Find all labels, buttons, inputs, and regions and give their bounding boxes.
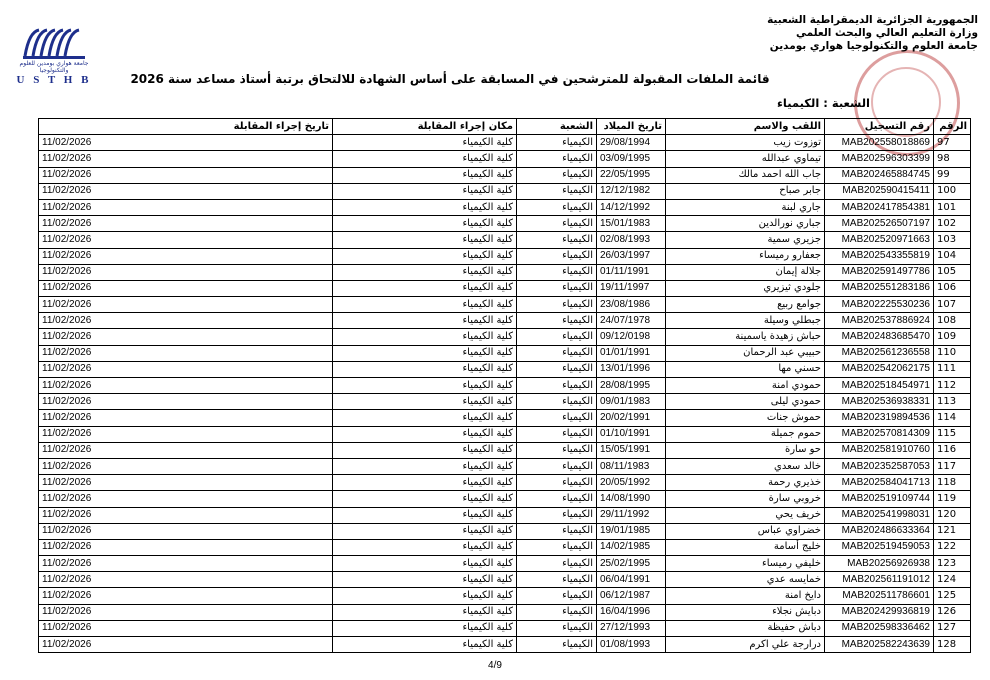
row-number: 115 — [934, 426, 971, 442]
interview-date: 11/02/2026 — [39, 135, 333, 151]
registration-number: MAB202558018869 — [825, 135, 934, 151]
birth-date: 09/12/0198 — [597, 329, 666, 345]
interview-date: 11/02/2026 — [39, 264, 333, 280]
branch: الكيمياء — [517, 556, 597, 572]
interview-date: 11/02/2026 — [39, 280, 333, 296]
birth-date: 12/12/1982 — [597, 183, 666, 199]
interview-place: كلية الكيمياء — [333, 151, 517, 167]
table-row — [39, 394, 971, 410]
interview-date: 11/02/2026 — [39, 507, 333, 523]
interview-place: كلية الكيمياء — [333, 556, 517, 572]
registration-number: MAB202570814309 — [825, 426, 934, 442]
birth-date: 19/11/1997 — [597, 280, 666, 296]
logo-arabic-text: جامعة هواري بومدين للعلوم والتكنولوجيا — [19, 60, 89, 74]
interview-place: كلية الكيمياء — [333, 507, 517, 523]
table-row — [39, 297, 971, 313]
branch: الكيمياء — [517, 539, 597, 555]
branch: الكيمياء — [517, 135, 597, 151]
registration-number: MAB202551283186 — [825, 280, 934, 296]
interview-place: كلية الكيمياء — [333, 280, 517, 296]
birth-date: 13/01/1996 — [597, 361, 666, 377]
branch: الكيمياء — [517, 637, 597, 653]
registration-number: MAB202537886924 — [825, 313, 934, 329]
birth-date: 14/12/1992 — [597, 199, 666, 215]
row-number: 105 — [934, 264, 971, 280]
interview-date: 11/02/2026 — [39, 588, 333, 604]
interview-date: 11/02/2026 — [39, 442, 333, 458]
interview-place: كلية الكيمياء — [333, 572, 517, 588]
row-number: 124 — [934, 572, 971, 588]
row-number: 97 — [934, 135, 971, 151]
row-number: 102 — [934, 216, 971, 232]
branch: الكيمياء — [517, 345, 597, 361]
birth-date: 27/12/1993 — [597, 620, 666, 636]
table-row — [39, 556, 971, 572]
interview-date: 11/02/2026 — [39, 151, 333, 167]
candidate-name: توزوت زيب — [666, 135, 825, 151]
table-row — [39, 539, 971, 555]
candidate-name: خمايسه عدي — [666, 572, 825, 588]
interview-place: كلية الكيمياء — [333, 378, 517, 394]
table-row — [39, 588, 971, 604]
registration-number: MAB202225530236 — [825, 297, 934, 313]
candidate-name: جاري لبنة — [666, 199, 825, 215]
document-title: قائمة الملفات المقبولة للمترشحين في المسابقة على أساس الشهادة للالتحاق برتبة أستاذ مساعد سنة 2026 — [130, 72, 770, 86]
header-birthdate: تاريخ الميلاد — [597, 119, 666, 135]
branch: الكيمياء — [517, 361, 597, 377]
candidate-name: حباش زهيدة ياسمينة — [666, 329, 825, 345]
republic-line: الجمهورية الجزائرية الديمقراطية الشعبية — [767, 14, 978, 26]
candidate-name: جزيري سمية — [666, 232, 825, 248]
row-number: 99 — [934, 167, 971, 183]
candidate-name: جعفارو رميساء — [666, 248, 825, 264]
birth-date: 14/02/1985 — [597, 539, 666, 555]
table-row — [39, 232, 971, 248]
interview-date: 11/02/2026 — [39, 248, 333, 264]
registration-number: MAB202541998031 — [825, 507, 934, 523]
birth-date: 20/05/1992 — [597, 475, 666, 491]
interview-date: 11/02/2026 — [39, 491, 333, 507]
interview-date: 11/02/2026 — [39, 572, 333, 588]
branch: الكيمياء — [517, 604, 597, 620]
interview-place: كلية الكيمياء — [333, 491, 517, 507]
table-row — [39, 264, 971, 280]
registration-number: MAB202591497786 — [825, 264, 934, 280]
branch: الكيمياء — [517, 167, 597, 183]
candidate-name: جابر صباح — [666, 183, 825, 199]
row-number: 101 — [934, 199, 971, 215]
candidate-name: خروبي سارة — [666, 491, 825, 507]
branch: الكيمياء — [517, 475, 597, 491]
header-interview-date: تاريخ إجراء المقابلة — [39, 119, 333, 135]
birth-date: 25/02/1995 — [597, 556, 666, 572]
registration-number: MAB202483685470 — [825, 329, 934, 345]
table-row — [39, 199, 971, 215]
candidate-name: دباش حفيظة — [666, 620, 825, 636]
interview-date: 11/02/2026 — [39, 297, 333, 313]
interview-place: كلية الكيمياء — [333, 458, 517, 474]
registration-number: MAB202429936819 — [825, 604, 934, 620]
branch: الكيمياء — [517, 491, 597, 507]
registration-number: MAB202536938331 — [825, 394, 934, 410]
table-row — [39, 426, 971, 442]
branch: الكيمياء — [517, 588, 597, 604]
row-number: 108 — [934, 313, 971, 329]
interview-date: 11/02/2026 — [39, 232, 333, 248]
usthb-logo-icon — [19, 26, 89, 60]
branch: الكيمياء — [517, 329, 597, 345]
university-logo — [14, 26, 94, 86]
interview-date: 11/02/2026 — [39, 345, 333, 361]
branch: الكيمياء — [517, 507, 597, 523]
row-number: 126 — [934, 604, 971, 620]
header-branch: الشعبة — [517, 119, 597, 135]
row-number: 110 — [934, 345, 971, 361]
interview-place: كلية الكيمياء — [333, 588, 517, 604]
interview-place: كلية الكيمياء — [333, 620, 517, 636]
table-row — [39, 345, 971, 361]
birth-date: 06/12/1987 — [597, 588, 666, 604]
candidate-name: دايخ امنة — [666, 588, 825, 604]
row-number: 121 — [934, 523, 971, 539]
birth-date: 06/04/1991 — [597, 572, 666, 588]
interview-date: 11/02/2026 — [39, 620, 333, 636]
registration-number: MAB202543355819 — [825, 248, 934, 264]
branch: الكيمياء — [517, 183, 597, 199]
table-row — [39, 151, 971, 167]
candidate-name: دبايش نجلاء — [666, 604, 825, 620]
table-row — [39, 378, 971, 394]
table-row — [39, 313, 971, 329]
interview-place: كلية الكيمياء — [333, 345, 517, 361]
table-row — [39, 410, 971, 426]
interview-date: 11/02/2026 — [39, 378, 333, 394]
branch: الكيمياء — [517, 378, 597, 394]
row-number: 127 — [934, 620, 971, 636]
registration-number: MAB202590415411 — [825, 183, 934, 199]
birth-date: 23/08/1986 — [597, 297, 666, 313]
interview-date: 11/02/2026 — [39, 523, 333, 539]
interview-date: 11/02/2026 — [39, 183, 333, 199]
table-row — [39, 329, 971, 345]
birth-date: 01/11/1991 — [597, 264, 666, 280]
row-number: 98 — [934, 151, 971, 167]
branch-label: الشعبة : الكيمياء — [777, 96, 870, 110]
row-number: 128 — [934, 637, 971, 653]
header-registration: رقم التسجيل — [825, 119, 934, 135]
interview-place: كلية الكيمياء — [333, 216, 517, 232]
table-row — [39, 572, 971, 588]
interview-place: كلية الكيمياء — [333, 410, 517, 426]
birth-date: 09/01/1983 — [597, 394, 666, 410]
birth-date: 16/04/1996 — [597, 604, 666, 620]
birth-date: 28/08/1995 — [597, 378, 666, 394]
header-name: اللقب والاسم — [666, 119, 825, 135]
interview-date: 11/02/2026 — [39, 539, 333, 555]
row-number: 106 — [934, 280, 971, 296]
branch: الكيمياء — [517, 199, 597, 215]
table-row — [39, 523, 971, 539]
birth-date: 29/08/1994 — [597, 135, 666, 151]
registration-number: MAB202520971663 — [825, 232, 934, 248]
registration-number: MAB202519109744 — [825, 491, 934, 507]
interview-date: 11/02/2026 — [39, 556, 333, 572]
branch: الكيمياء — [517, 313, 597, 329]
table-row — [39, 604, 971, 620]
birth-date: 14/08/1990 — [597, 491, 666, 507]
birth-date: 22/05/1995 — [597, 167, 666, 183]
registration-number: MAB202352587053 — [825, 458, 934, 474]
candidate-name: جلودي ثيزيري — [666, 280, 825, 296]
birth-date: 02/08/1993 — [597, 232, 666, 248]
row-number: 100 — [934, 183, 971, 199]
row-number: 107 — [934, 297, 971, 313]
interview-place: كلية الكيمياء — [333, 475, 517, 491]
table-row — [39, 248, 971, 264]
candidate-name: حبيبي عبد الرحمان — [666, 345, 825, 361]
page-number: 4/9 — [488, 660, 502, 671]
table-row — [39, 507, 971, 523]
candidate-name: تيماوي عبدالله — [666, 151, 825, 167]
header-number: الرقم — [934, 119, 971, 135]
branch: الكيمياء — [517, 523, 597, 539]
registration-number: MAB202486633364 — [825, 523, 934, 539]
row-number: 123 — [934, 556, 971, 572]
interview-place: كلية الكيمياء — [333, 523, 517, 539]
interview-place: كلية الكيمياء — [333, 604, 517, 620]
birth-date: 15/01/1983 — [597, 216, 666, 232]
interview-date: 11/02/2026 — [39, 313, 333, 329]
university-line: جامعة العلوم والتكنولوجيا هواري بومدين — [769, 40, 978, 52]
branch: الكيمياء — [517, 264, 597, 280]
registration-number: MAB202511786601 — [825, 588, 934, 604]
interview-place: كلية الكيمياء — [333, 329, 517, 345]
birth-date: 03/09/1995 — [597, 151, 666, 167]
registration-number: MAB202598336462 — [825, 620, 934, 636]
birth-date: 20/02/1991 — [597, 410, 666, 426]
registration-number: MAB202584041713 — [825, 475, 934, 491]
table-row — [39, 458, 971, 474]
candidate-name: حمودي امنة — [666, 378, 825, 394]
branch: الكيمياء — [517, 151, 597, 167]
registration-number: MAB202542062175 — [825, 361, 934, 377]
interview-place: كلية الكيمياء — [333, 539, 517, 555]
birth-date: 08/11/1983 — [597, 458, 666, 474]
interview-place: كلية الكيمياء — [333, 248, 517, 264]
candidate-name: جلالة إيمان — [666, 264, 825, 280]
interview-date: 11/02/2026 — [39, 361, 333, 377]
registration-number: MAB202561236558 — [825, 345, 934, 361]
candidate-name: خليفي رميساء — [666, 556, 825, 572]
table-header-row — [39, 119, 971, 135]
interview-place: كلية الكيمياء — [333, 232, 517, 248]
registration-number: MAB202518454971 — [825, 378, 934, 394]
interview-date: 11/02/2026 — [39, 426, 333, 442]
birth-date: 15/05/1991 — [597, 442, 666, 458]
interview-place: كلية الكيمياء — [333, 394, 517, 410]
candidate-name: خذيري رحمة — [666, 475, 825, 491]
registration-number: MAB202519459053 — [825, 539, 934, 555]
table-row — [39, 167, 971, 183]
table-row — [39, 216, 971, 232]
interview-date: 11/02/2026 — [39, 329, 333, 345]
interview-place: كلية الكيمياء — [333, 183, 517, 199]
interview-place: كلية الكيمياء — [333, 361, 517, 377]
candidate-name: درارجة علي اكرم — [666, 637, 825, 653]
table-row — [39, 475, 971, 491]
registration-number: MAB202526507197 — [825, 216, 934, 232]
interview-date: 11/02/2026 — [39, 458, 333, 474]
interview-place: كلية الكيمياء — [333, 313, 517, 329]
row-number: 120 — [934, 507, 971, 523]
row-number: 109 — [934, 329, 971, 345]
row-number: 122 — [934, 539, 971, 555]
candidate-name: حسني مها — [666, 361, 825, 377]
ministry-header — [767, 14, 978, 53]
candidate-name: حموم جميلة — [666, 426, 825, 442]
branch: الكيمياء — [517, 297, 597, 313]
birth-date: 29/11/1992 — [597, 507, 666, 523]
candidate-name: خريف يحي — [666, 507, 825, 523]
interview-place: كلية الكيمياء — [333, 442, 517, 458]
branch: الكيمياء — [517, 410, 597, 426]
interview-date: 11/02/2026 — [39, 475, 333, 491]
branch: الكيمياء — [517, 620, 597, 636]
table-row — [39, 442, 971, 458]
ministry-line: وزارة التعليم العالي والبحث العلمي — [795, 27, 978, 39]
birth-date: 26/03/1997 — [597, 248, 666, 264]
registration-number: MAB202319894536 — [825, 410, 934, 426]
branch: الكيمياء — [517, 458, 597, 474]
interview-date: 11/02/2026 — [39, 216, 333, 232]
birth-date: 01/01/1991 — [597, 345, 666, 361]
registration-number: MAB202582243639 — [825, 637, 934, 653]
interview-place: كلية الكيمياء — [333, 264, 517, 280]
interview-date: 11/02/2026 — [39, 167, 333, 183]
header-interview-place: مكان إجراء المقابلة — [333, 119, 517, 135]
interview-date: 11/02/2026 — [39, 604, 333, 620]
candidate-name: جوامع ربيع — [666, 297, 825, 313]
candidate-name: جاب الله احمد مالك — [666, 167, 825, 183]
row-number: 116 — [934, 442, 971, 458]
interview-place: كلية الكيمياء — [333, 637, 517, 653]
row-number: 117 — [934, 458, 971, 474]
interview-date: 11/02/2026 — [39, 410, 333, 426]
table-row — [39, 135, 971, 151]
row-number: 119 — [934, 491, 971, 507]
birth-date: 19/01/1985 — [597, 523, 666, 539]
row-number: 112 — [934, 378, 971, 394]
table-row — [39, 280, 971, 296]
interview-place: كلية الكيمياء — [333, 297, 517, 313]
table-row — [39, 183, 971, 199]
candidate-name: حو سارة — [666, 442, 825, 458]
registration-number: MAB202417854381 — [825, 199, 934, 215]
interview-date: 11/02/2026 — [39, 199, 333, 215]
candidate-name: جبطلي وسيلة — [666, 313, 825, 329]
branch: الكيمياء — [517, 394, 597, 410]
logo-latin-text: U S T H B — [16, 74, 92, 86]
branch: الكيمياء — [517, 232, 597, 248]
registration-number: MAB202581910760 — [825, 442, 934, 458]
table-row — [39, 637, 971, 653]
candidate-name: حموش جنات — [666, 410, 825, 426]
row-number: 113 — [934, 394, 971, 410]
row-number: 103 — [934, 232, 971, 248]
table-row — [39, 620, 971, 636]
birth-date: 24/07/1978 — [597, 313, 666, 329]
candidate-name: خليج أسامة — [666, 539, 825, 555]
birth-date: 01/10/1991 — [597, 426, 666, 442]
interview-place: كلية الكيمياء — [333, 199, 517, 215]
registration-number: MAB202596303399 — [825, 151, 934, 167]
candidate-name: جباري نورالدين — [666, 216, 825, 232]
branch: الكيمياء — [517, 280, 597, 296]
registration-number: MAB20256926938 — [825, 556, 934, 572]
row-number: 125 — [934, 588, 971, 604]
candidate-name: خضراوي عباس — [666, 523, 825, 539]
row-number: 111 — [934, 361, 971, 377]
row-number: 118 — [934, 475, 971, 491]
interview-date: 11/02/2026 — [39, 637, 333, 653]
registration-number: MAB202561191012 — [825, 572, 934, 588]
interview-date: 11/02/2026 — [39, 394, 333, 410]
table-row — [39, 361, 971, 377]
registration-number: MAB202465884745 — [825, 167, 934, 183]
candidate-name: حمودي ليلى — [666, 394, 825, 410]
interview-place: كلية الكيمياء — [333, 167, 517, 183]
row-number: 114 — [934, 410, 971, 426]
branch: الكيمياء — [517, 216, 597, 232]
interview-place: كلية الكيمياء — [333, 426, 517, 442]
branch: الكيمياء — [517, 426, 597, 442]
interview-place: كلية الكيمياء — [333, 135, 517, 151]
candidates-table — [38, 118, 971, 653]
row-number: 104 — [934, 248, 971, 264]
branch: الكيمياء — [517, 442, 597, 458]
candidate-name: خالد سعدي — [666, 458, 825, 474]
branch: الكيمياء — [517, 572, 597, 588]
birth-date: 01/08/1993 — [597, 637, 666, 653]
branch: الكيمياء — [517, 248, 597, 264]
table-row — [39, 491, 971, 507]
